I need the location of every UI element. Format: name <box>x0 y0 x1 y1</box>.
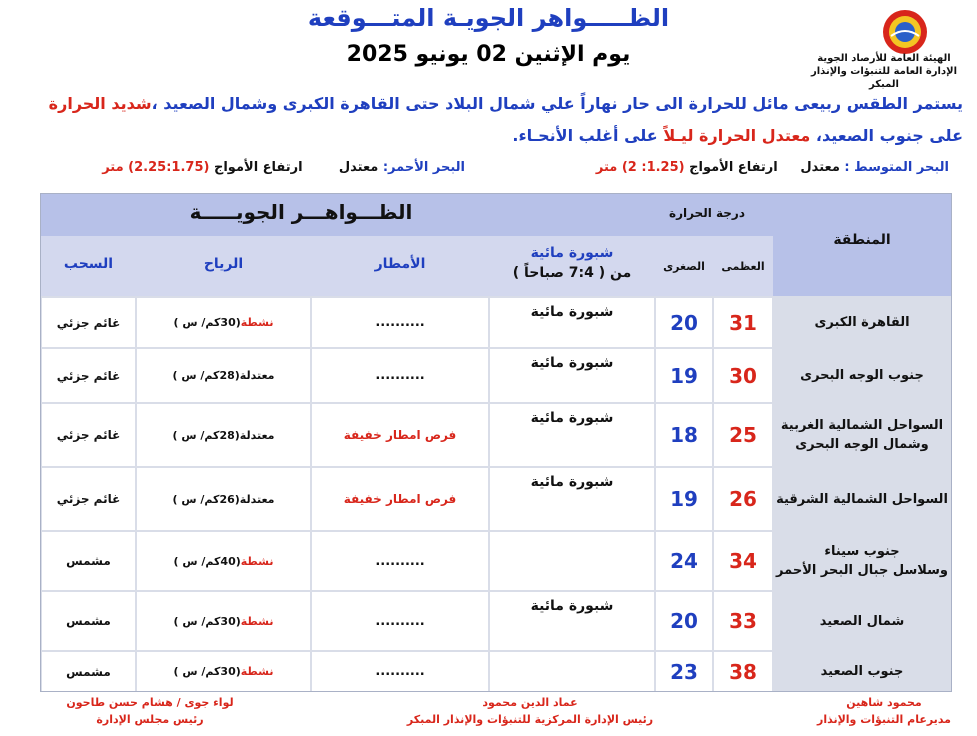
meteorological-authority-logo-icon <box>881 8 929 56</box>
wind-speed: (30كم/ س ) <box>173 665 241 678</box>
red-sea-state-value: معتدل <box>338 160 379 175</box>
max-temp-cell: 30 <box>714 349 772 402</box>
rain-cell: .......... <box>312 652 488 691</box>
summary-part-2: شديد الحرارة <box>48 94 152 113</box>
sig-center-name: عماد الدين محمود <box>482 696 578 709</box>
rain-cell: .......... <box>312 532 488 590</box>
min-temp-cell: 24 <box>656 532 712 590</box>
wind-cell <box>137 298 310 347</box>
table-row <box>41 652 951 691</box>
region-cell <box>774 652 950 691</box>
max-temp-cell: 34 <box>714 532 772 590</box>
clouds-cell: غائم جزئي <box>42 468 135 530</box>
min-temp-cell: 20 <box>656 592 712 650</box>
header-wind: الرياح <box>203 256 244 272</box>
wind-speed: (28كم/ س ) <box>172 428 240 442</box>
wind-cell <box>137 349 310 402</box>
wind-speed: (30كم/ س ) <box>173 614 241 628</box>
forecast-summary <box>13 88 963 152</box>
rain-cell: .......... <box>312 349 488 402</box>
wind-speed: (26كم/ س ) <box>172 492 240 506</box>
summary-part-3: على جنوب الصعيد، <box>810 126 963 145</box>
min-temp-cell: 20 <box>656 298 712 347</box>
wind-speed: (28كم/ س ) <box>172 369 240 382</box>
sig-center-title: رئيس الإدارة المركزية للتنبؤات والإنذار المبكر <box>406 713 654 726</box>
table-row <box>41 298 951 347</box>
header-clouds: السحب <box>63 256 114 272</box>
region-cell <box>774 404 950 466</box>
region-name: جنوب الوجه البحرى <box>800 368 924 383</box>
wind-strength: نشطة <box>240 316 274 329</box>
fog-cell: شبورة مائية <box>490 404 654 466</box>
med-waves: (1.25: 2) متر <box>595 160 685 175</box>
wind-speed: (30كم/ س ) <box>173 316 241 329</box>
wind-cell <box>137 468 310 530</box>
region-name: السواحل الشمالية الغربية <box>780 418 944 433</box>
red-sea-label: البحر الأحمر: <box>382 160 465 175</box>
signature-central-head <box>380 694 680 728</box>
red-sea-waves: (2.25:1.75) متر <box>102 160 210 175</box>
med-waves-label: ارتفاع الأمواج <box>689 160 778 175</box>
red-sea-state <box>102 160 465 175</box>
organization-name <box>799 52 969 91</box>
red-sea-waves-label: ارتفاع الأمواج <box>213 160 303 175</box>
header-fog-line-1: شبورة مائية <box>530 245 614 261</box>
max-temp-cell: 26 <box>714 468 772 530</box>
clouds-cell: غائم جزئي <box>42 298 135 347</box>
wind-strength: معتدلة <box>239 492 275 506</box>
summary-part-4: معتدل الحرارة ليـلاً <box>663 126 811 145</box>
wind-strength: معتدلة <box>239 369 275 382</box>
fog-cell: شبورة مائية <box>490 298 654 347</box>
clouds-cell: مشمس <box>42 592 135 650</box>
region-cell <box>774 468 950 530</box>
max-temp-cell: 25 <box>714 404 772 466</box>
region-cell <box>774 532 950 590</box>
sig-left-title: رئيس مجلس الإدارة <box>96 713 204 726</box>
region-name: شمال الصعيد <box>819 613 905 629</box>
sig-left-name: لواء جوى / هشام حسن طاحون <box>66 696 234 709</box>
wind-cell <box>137 404 310 466</box>
table-row <box>41 532 951 590</box>
header-region: المنطقة <box>833 232 891 248</box>
med-state: معتدل <box>800 160 840 175</box>
clouds-cell: مشمس <box>42 652 135 691</box>
fog-cell <box>490 652 654 691</box>
region-name: القاهرة الكبرى <box>814 315 910 330</box>
fog-cell: شبورة مائية <box>490 592 654 650</box>
region-name: جنوب الصعيد <box>820 664 904 679</box>
header-fog <box>489 243 655 283</box>
region-cell <box>774 298 950 347</box>
header-fog-line-2: من ( 7:4 صباحاً ) <box>512 265 632 281</box>
summary-part-1: يستمر الطقس ربيعى مائل للحرارة الى حار نهاراً علي شمال البلاد حتى القاهرة الكبرى وشمال الصعيد ، <box>151 94 963 113</box>
wind-strength: نشطة <box>240 614 274 628</box>
forecast-date: يوم الإثنين 02 يونيو 2025 <box>346 42 631 67</box>
min-temp-cell: 19 <box>656 468 712 530</box>
rain-cell: فرص امطار خفيفة <box>312 468 488 530</box>
header-min: الصغرى <box>663 260 705 273</box>
rain-cell: .......... <box>312 592 488 650</box>
header-max: العظمى <box>721 260 765 273</box>
region-name-line-2: وشمال الوجه البحرى <box>795 437 929 452</box>
table-row <box>41 592 951 650</box>
header-temperature: درجة الحرارة <box>668 206 745 220</box>
min-temp-cell: 23 <box>656 652 712 691</box>
table-row <box>41 404 951 466</box>
fog-cell: شبورة مائية <box>490 349 654 402</box>
clouds-cell: غائم جزئي <box>42 404 135 466</box>
forecast-table <box>40 193 952 692</box>
fog-cell <box>490 532 654 590</box>
wind-cell <box>137 532 310 590</box>
clouds-cell: مشمس <box>42 532 135 590</box>
wind-speed: (40كم/ س ) <box>173 554 241 568</box>
org-line-2: الإدارة العامة للتنبؤات والإنذار المبكر <box>810 66 957 90</box>
org-line-1: الهيئة العامة للأرصاد الجوية <box>817 53 951 64</box>
region-cell <box>774 592 950 650</box>
table-row <box>41 468 951 530</box>
max-temp-cell: 31 <box>714 298 772 347</box>
region-name: السواحل الشمالية الشرقية <box>776 491 948 507</box>
max-temp-cell: 38 <box>714 652 772 691</box>
sig-right-name: محمود شاهين <box>846 696 922 709</box>
clouds-cell: غائم جزئي <box>42 349 135 402</box>
header-phenomena: الظـــواهـــر الجويـــــة <box>189 200 413 224</box>
fog-cell: شبورة مائية <box>490 468 654 530</box>
wind-strength: معتدلة <box>239 428 275 442</box>
region-cell <box>774 349 950 402</box>
wind-strength: نشطة <box>240 554 274 568</box>
min-temp-cell: 19 <box>656 349 712 402</box>
table-row <box>41 349 951 402</box>
max-temp-cell: 33 <box>714 592 772 650</box>
rain-cell: .......... <box>312 298 488 347</box>
mediterranean-sea-state <box>596 160 949 175</box>
rain-cell: فرص امطار خفيفة <box>312 404 488 466</box>
signature-general-manager <box>799 694 969 728</box>
wind-cell <box>137 592 310 650</box>
med-label: البحر المتوسط : <box>844 160 949 175</box>
min-temp-cell: 18 <box>656 404 712 466</box>
wind-strength: نشطة <box>240 665 274 678</box>
sig-right-title: مديرعام التنبؤات والإنذار <box>817 713 951 726</box>
region-name: جنوب سيناء <box>824 544 900 559</box>
region-name-line-2: وسلاسل جبال البحر الأحمر <box>776 563 948 578</box>
signature-chairman <box>40 694 260 728</box>
wind-cell <box>137 652 310 691</box>
summary-part-5: على أغلب الأنحـاء. <box>512 126 664 145</box>
page-title: الظـــــواهر الجويـة المتـــوقعة <box>307 4 670 32</box>
header-rain: الأمطار <box>374 256 426 272</box>
